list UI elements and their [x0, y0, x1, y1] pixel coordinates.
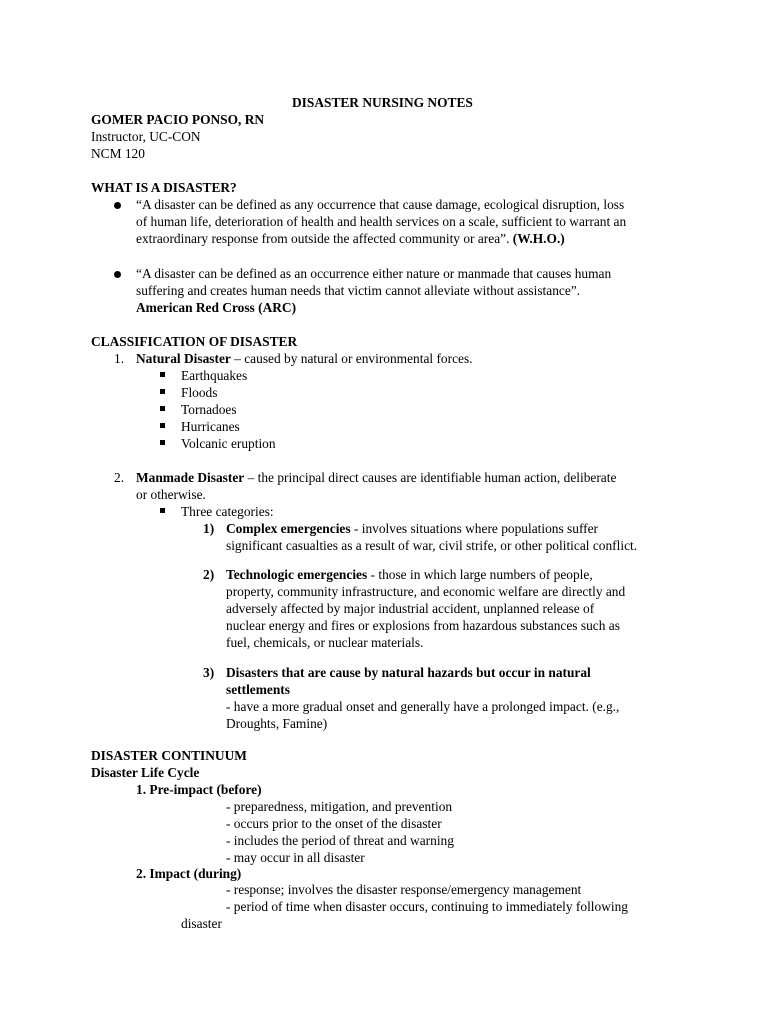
category-technologic-term: Technologic emergencies — [226, 567, 368, 582]
phase-pre-impact-label: 1. Pre-impact (before) — [136, 782, 262, 797]
category-natural-hazard-term: Disasters that are cause by natural hazards but occur in natural — [226, 665, 591, 680]
manmade-disaster-line — [136, 469, 616, 486]
phase-pre-impact-item: - preparedness, mitigation, and prevention — [226, 799, 453, 814]
natural-disaster-line — [136, 350, 473, 367]
definition-arc-line: suffering and creates human needs that victim cannot alleviate without assistance”. — [136, 283, 581, 298]
category-complex-desc-wrap: significant casualties as a result of war, civil strife, or other political conflict. — [226, 538, 638, 553]
category-natural-hazard-desc: - have a more gradual onset and generally have a prolonged impact. (e.g., — [226, 699, 620, 714]
category-complex-line — [226, 520, 598, 537]
bullet-square — [160, 440, 165, 445]
section-heading-classification: CLASSIFICATION OF DISASTER — [91, 334, 298, 349]
category-technologic-desc-wrap: nuclear energy and fires or explosions from hazardous substances such as — [226, 618, 620, 633]
phase-pre-impact-item: - may occur in all disaster — [226, 850, 365, 865]
author-name: GOMER PACIO PONSO, RN — [91, 112, 265, 127]
manmade-disaster-desc: – the principal direct causes are identifiable human action, deliberate — [244, 470, 617, 485]
list-number: 2. — [114, 470, 125, 485]
natural-example: Volcanic eruption — [181, 436, 276, 451]
natural-example: Floods — [181, 385, 218, 400]
phase-pre-impact-item: - occurs prior to the onset of the disaster — [226, 816, 442, 831]
definition-arc-line: “A disaster can be defined as an occurrence either nature or manmade that causes human — [136, 266, 612, 281]
course-code: NCM 120 — [91, 146, 145, 161]
category-number: 2) — [203, 567, 215, 582]
natural-example: Tornadoes — [181, 402, 237, 417]
section-heading-continuum: DISASTER CONTINUUM — [91, 748, 247, 763]
definition-who-text: extraordinary response from outside the affected community or area”. — [136, 231, 510, 246]
category-natural-hazard-desc: Droughts, Famine) — [226, 716, 328, 731]
bullet-dot — [114, 271, 121, 278]
phase-pre-impact-item: - includes the period of threat and warning — [226, 833, 454, 848]
definition-who-source: (W.H.O.) — [512, 231, 565, 246]
category-complex-desc: - involves situations where populations suffer — [350, 521, 599, 536]
bullet-square — [160, 423, 165, 428]
natural-disaster-desc: – caused by natural or environmental forces. — [230, 351, 473, 366]
category-technologic-desc-wrap: fuel, chemicals, or nuclear materials. — [226, 635, 424, 650]
natural-example: Earthquakes — [181, 368, 248, 383]
categories-label: Three categories: — [181, 504, 274, 519]
category-technologic-desc-wrap: property, community infrastructure, and economic welfare are directly and — [226, 584, 626, 599]
category-technologic-desc: - those in which large numbers of people, — [367, 567, 593, 582]
document-title: DISASTER NURSING NOTES — [292, 95, 473, 110]
manmade-disaster-term: Manmade Disaster — [136, 470, 245, 485]
definition-arc-source: American Red Cross (ARC) — [136, 300, 297, 315]
bullet-dot — [114, 202, 121, 209]
phase-impact-item: - response; involves the disaster response/emergency management — [226, 882, 582, 897]
author-role: Instructor, UC-CON — [91, 129, 201, 144]
bullet-square — [160, 406, 165, 411]
bullet-square — [160, 508, 165, 513]
definition-who-line: “A disaster can be defined as any occurrence that cause damage, ecological disruption, loss — [136, 197, 625, 212]
bullet-square — [160, 389, 165, 394]
definition-who-line — [136, 230, 565, 247]
manmade-disaster-desc-wrap: or otherwise. — [136, 487, 206, 502]
section-subheading-life-cycle: Disaster Life Cycle — [91, 765, 200, 780]
natural-example: Hurricanes — [181, 419, 240, 434]
natural-disaster-term: Natural Disaster — [136, 351, 231, 366]
phase-impact-item: - period of time when disaster occurs, continuing to immediately following — [226, 899, 629, 914]
list-number: 1. — [114, 351, 125, 366]
category-complex-term: Complex emergencies — [226, 521, 351, 536]
category-technologic-line — [226, 566, 593, 583]
phase-impact-item-wrap: disaster — [181, 916, 222, 931]
category-number: 3) — [203, 665, 215, 680]
category-natural-hazard-term: settlements — [226, 682, 290, 697]
section-heading-what-is-disaster: WHAT IS A DISASTER? — [91, 180, 237, 195]
phase-impact-label: 2. Impact (during) — [136, 866, 242, 881]
category-technologic-desc-wrap: adversely affected by major industrial accident, unplanned release of — [226, 601, 595, 616]
definition-who-line: of human life, deterioration of health and health services on a scale, sufficient to warrant an — [136, 214, 627, 229]
bullet-square — [160, 372, 165, 377]
category-number: 1) — [203, 521, 215, 536]
